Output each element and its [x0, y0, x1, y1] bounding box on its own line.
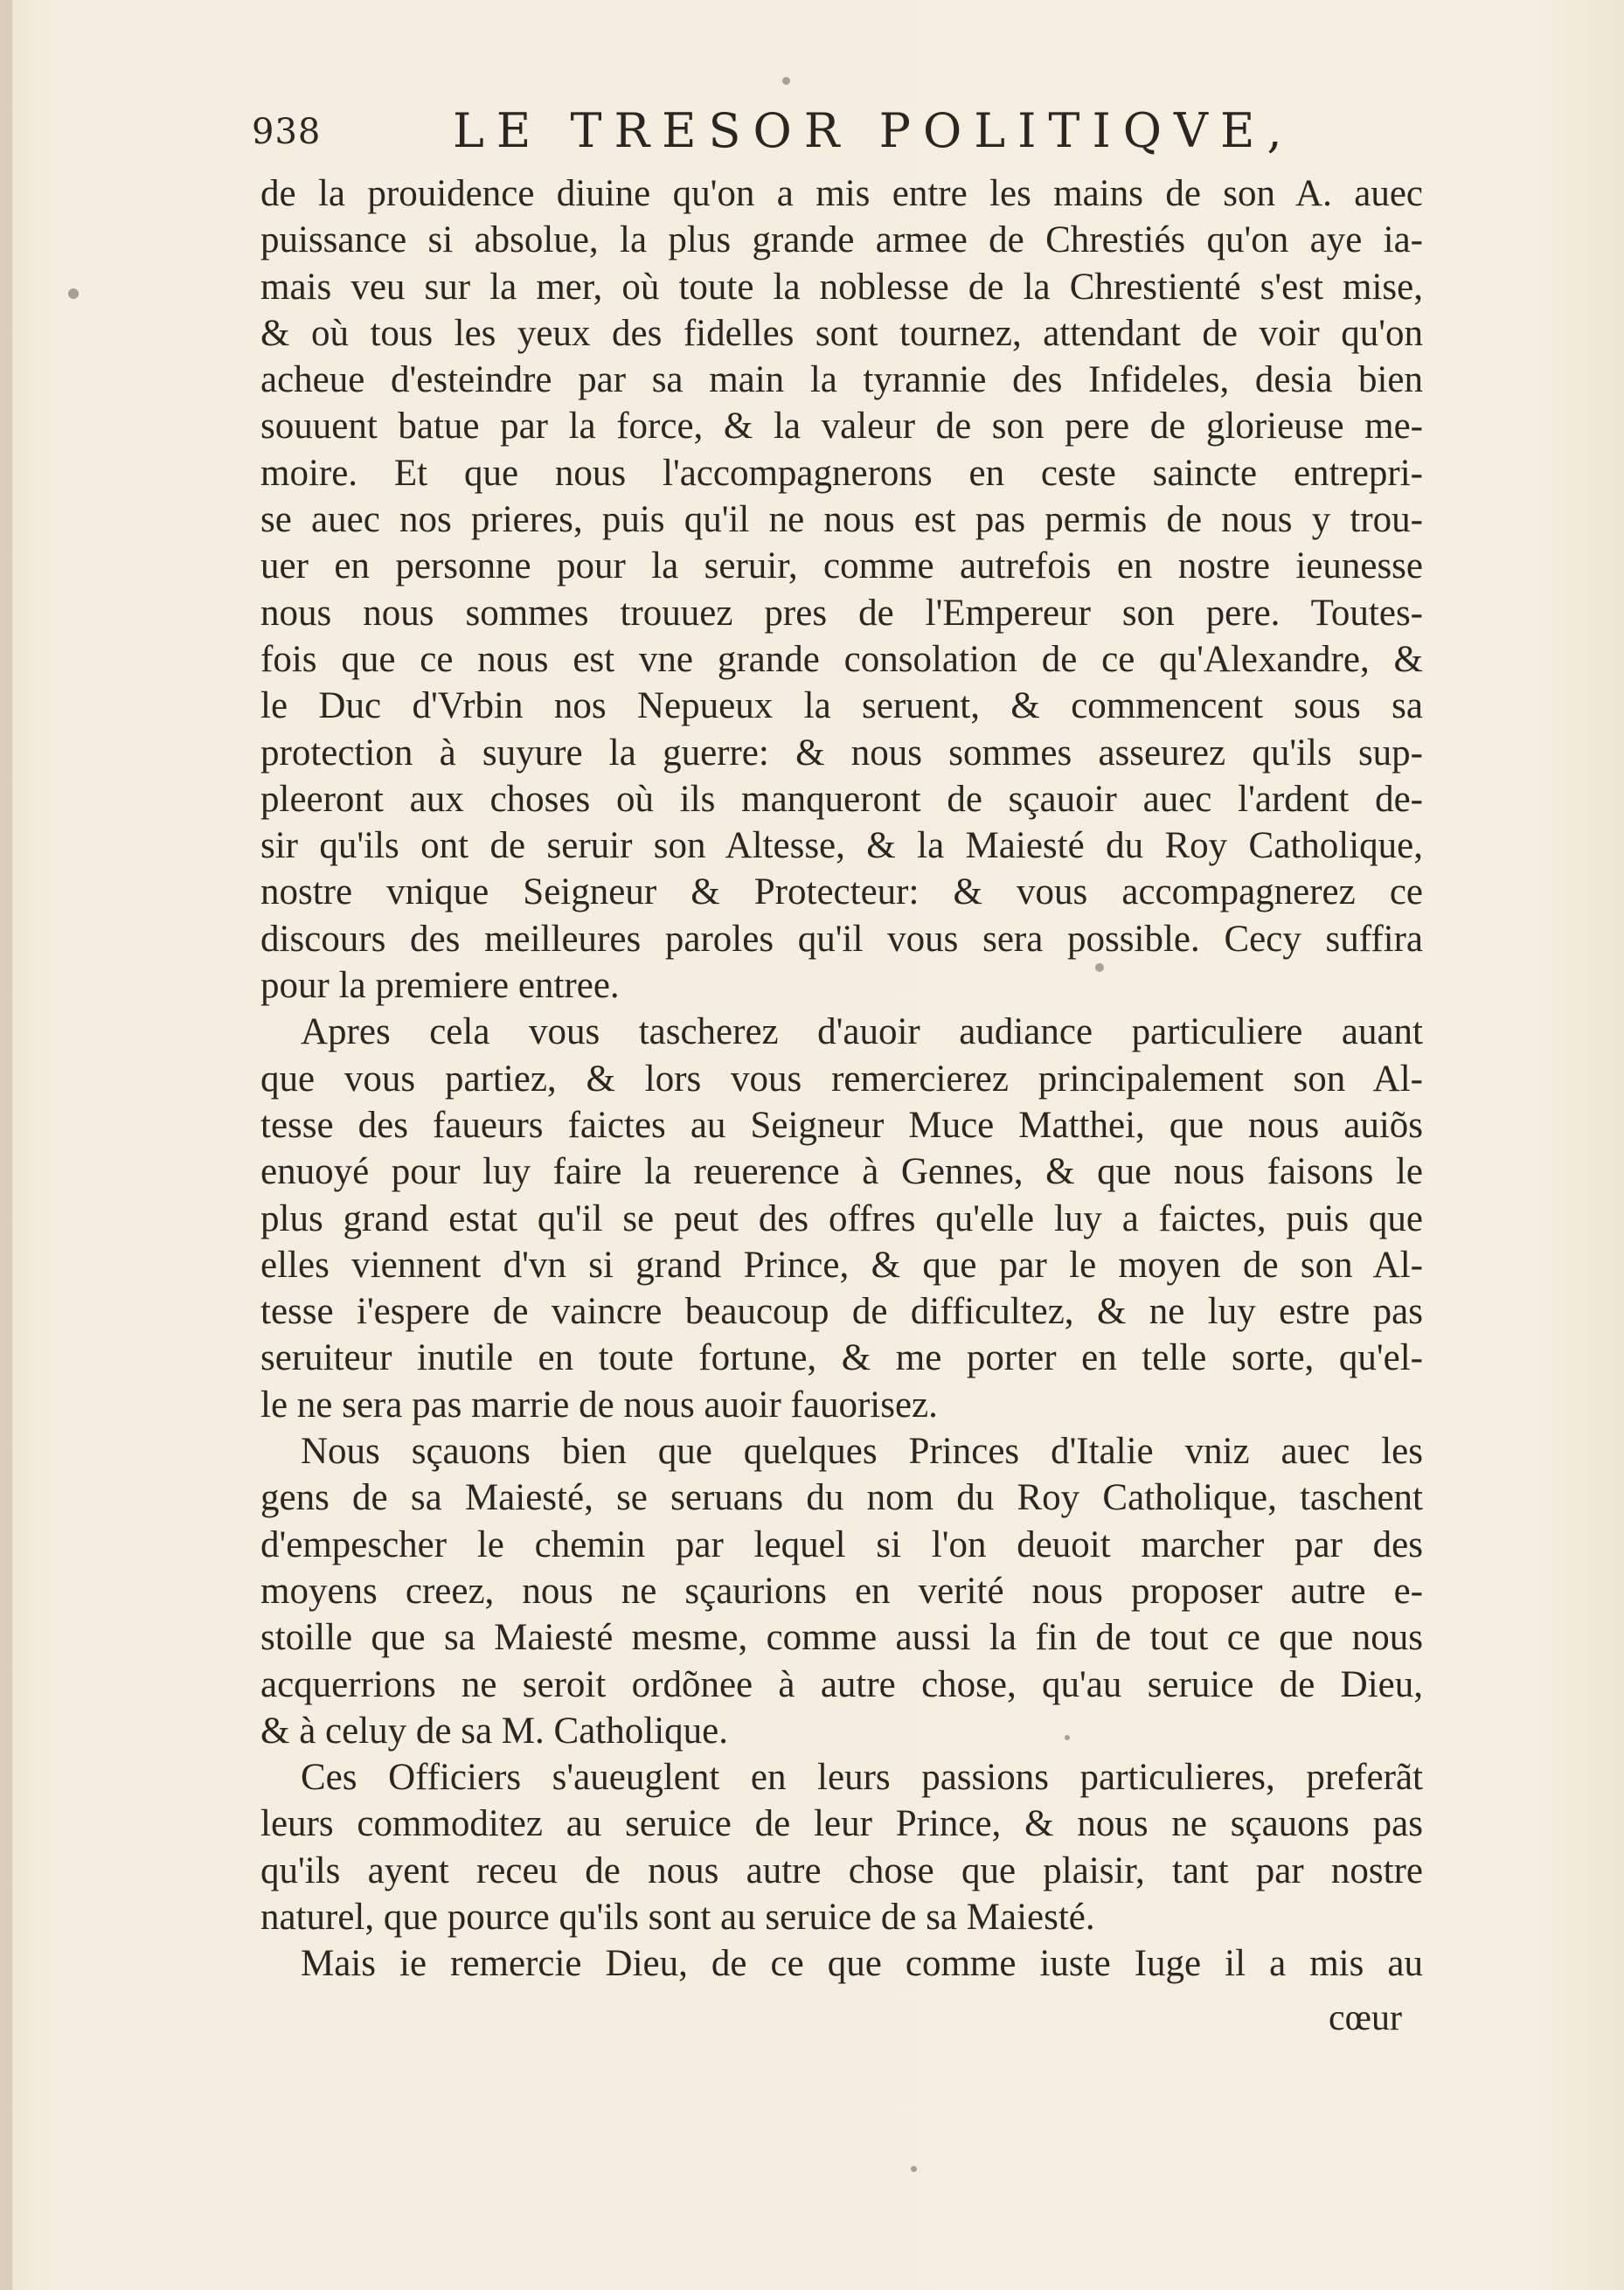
- text-line: tesse i'espere de vaincre beaucoup de difficultez, & ne luy estre pas: [260, 1291, 1423, 1333]
- text-line: plus grand estat qu'il se peut des offres qu'elle luy a faictes, puis que: [260, 1197, 1423, 1239]
- text-line: elles viennent d'vn si grand Prince, & que par le moyen de son Al-: [260, 1244, 1423, 1286]
- text-line: moyens creez, nous ne sçaurions en verité nous proposer autre e-: [260, 1570, 1423, 1612]
- text-line: Nous sçauons bien que quelques Princes d'Italie vniz auec les: [301, 1431, 1423, 1473]
- text-line: fois que ce nous est vne grande consolation de ce qu'Alexandre, &: [260, 638, 1423, 680]
- text-line: mais veu sur la mer, où toute la noblesse de la Chrestienté s'est mise,: [260, 266, 1423, 308]
- text-line: acheue d'esteindre par sa main la tyrannie des Infideles, desia bien: [260, 359, 1423, 401]
- ink-speck: [782, 77, 790, 85]
- text-line: pleeront aux choses où ils manqueront de sçauoir auec l'ardent de-: [260, 778, 1423, 820]
- page-number: 938: [252, 112, 322, 152]
- ink-speck: [1065, 1735, 1070, 1740]
- text-line: nous nous sommes trouuez pres de l'Empereur son pere. Toutes-: [260, 592, 1423, 634]
- text-line: acquerrions ne seroit ordõnee à autre chose, qu'au seruice de Dieu,: [260, 1663, 1423, 1705]
- text-line: le Duc d'Vrbin nos Nepueux la seruent, & commencent sous sa: [260, 685, 1423, 727]
- text-line: protection à suyure la guerre: & nous sommes asseurez qu'ils sup-: [260, 732, 1423, 774]
- text-line: qu'ils ayent receu de nous autre chose que plaisir, tant par nostre: [260, 1849, 1423, 1891]
- running-title: LE TRESOR POLITIQVE,: [453, 103, 1294, 158]
- text-line: enuoyé pour luy faire la reuerence à Gennes, & que nous faisons le: [260, 1151, 1423, 1193]
- text-line: leurs commoditez au seruice de leur Prince, & nous ne sçauons pas: [260, 1803, 1423, 1845]
- text-line: d'empescher le chemin par lequel si l'on deuoit marcher par des: [260, 1523, 1423, 1565]
- text-line: Ces Officiers s'aueuglent en leurs passions particulieres, preferãt: [301, 1757, 1423, 1799]
- text-line: souuent batue par la force, & la valeur de son pere de glorieuse me-: [260, 406, 1423, 448]
- text-line: de la prouidence diuine qu'on a mis entre les mains de son A. auec: [260, 173, 1423, 214]
- text-line: seruiteur inutile en toute fortune, & me porter en telle sorte, qu'el-: [260, 1337, 1423, 1379]
- text-line: Mais ie remercie Dieu, de ce que comme iuste Iuge il a mis au: [301, 1943, 1423, 1985]
- ink-speck: [1095, 963, 1104, 972]
- text-line: puissance si absolue, la plus grande armee de Chrestiés qu'on aye ia-: [260, 219, 1423, 261]
- text-line: stoille que sa Maiesté mesme, comme aussi la fin de tout ce que nous: [260, 1617, 1423, 1659]
- page-header: [252, 103, 1423, 173]
- text-line: gens de sa Maiesté, se seruans du nom du Roy Catholique, taschent: [260, 1477, 1423, 1519]
- catchword: cœur: [1329, 1998, 1402, 2038]
- text-line: sir qu'ils ont de seruir son Altesse, & la Maiesté du Roy Catholique,: [260, 825, 1423, 867]
- page-gutter-edge: [0, 0, 12, 2290]
- ink-speck: [68, 288, 79, 299]
- text-line: se auec nos prieres, puis qu'il ne nous est pas permis de nous y trou-: [260, 499, 1423, 541]
- text-line: tesse des faueurs faictes au Seigneur Muce Matthei, que nous auiõs: [260, 1104, 1423, 1146]
- text-line: discours des meilleures paroles qu'il vous sera possible. Cecy suffira: [260, 918, 1423, 960]
- text-line: que vous partiez, & lors vous remercierez principalement son Al-: [260, 1058, 1423, 1100]
- text-line: moire. Et que nous l'accompagnerons en ceste saincte entrepri-: [260, 452, 1423, 494]
- body-text: [260, 170, 1423, 1988]
- text-line: le ne sera pas marrie de nous auoir fauorisez.: [260, 1384, 938, 1426]
- text-line: uer en personne pour la seruir, comme autrefois en nostre ieunesse: [260, 545, 1423, 587]
- text-line: & à celuy de sa M. Catholique.: [260, 1710, 728, 1752]
- text-line: & où tous les yeux des fidelles sont tournez, attendant de voir qu'on: [260, 312, 1423, 354]
- text-line: pour la premiere entree.: [260, 965, 620, 1007]
- ink-speck: [911, 2166, 917, 2172]
- text-line: Apres cela vous tascherez d'auoir audiance particuliere auant: [301, 1011, 1423, 1053]
- text-line: nostre vnique Seigneur & Protecteur: & vous accompagnerez ce: [260, 871, 1423, 913]
- text-line: naturel, que pource qu'ils sont au seruice de sa Maiesté.: [260, 1896, 1095, 1938]
